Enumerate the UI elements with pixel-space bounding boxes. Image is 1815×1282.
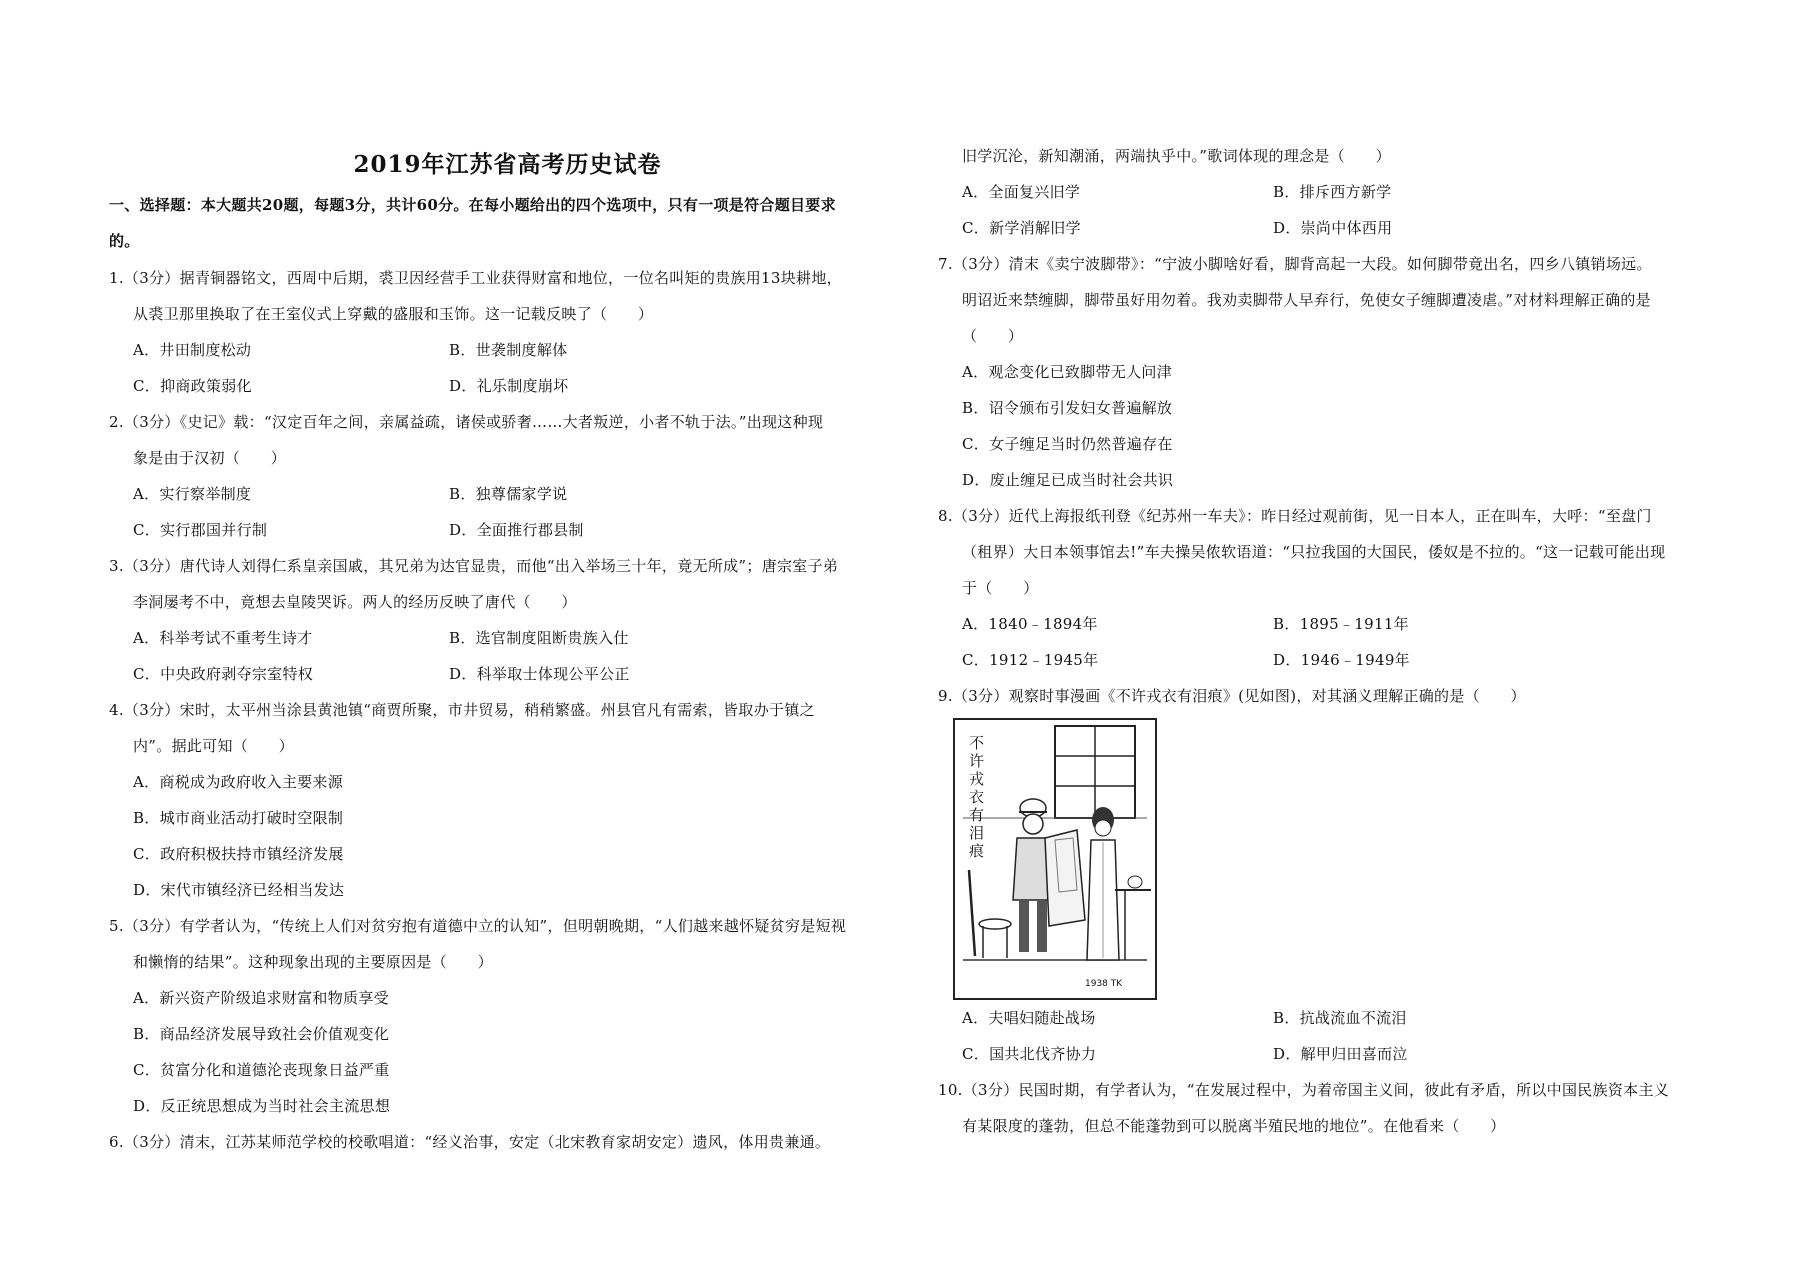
q6-option-d: D．崇尚中体西用 — [1273, 219, 1393, 237]
cartoon-caption-char: 泪 — [969, 824, 985, 842]
q8-option-c: C．1912﹣1945年 — [962, 651, 1099, 669]
cartoon-caption-char: 戎 — [969, 770, 985, 788]
q7-option-c: C．女子缠足当时仍然普遍存在 — [962, 435, 1173, 453]
cartoon-caption-char: 痕 — [969, 842, 985, 860]
q1-option-a: A．井田制度松动 — [133, 341, 252, 359]
q3-option-c: C．中央政府剥夺宗室特权 — [133, 665, 314, 683]
q8-option-b: B．1895﹣1911年 — [1273, 615, 1409, 633]
q5-option-a: A．新兴资产阶级追求财富和物质享受 — [133, 989, 389, 1007]
q9-option-c: C．国共北伐齐协力 — [962, 1045, 1097, 1063]
question-1: 1.（3分）据青铜器铭文，西周中后期，裘卫因经营手工业获得财富和地位，一位名叫矩的贵族用13块耕地， — [109, 269, 842, 287]
cartoon-illustration — [955, 720, 1155, 998]
q2-option-b: B．独尊儒家学说 — [449, 485, 568, 503]
q6-option-a: A．全面复兴旧学 — [962, 183, 1081, 201]
q2-option-a: A．实行察举制度 — [133, 485, 252, 503]
question-1-cont: 从裘卫那里换取了在王室仪式上穿戴的盛服和玉饰。这一记载反映了（ ） — [133, 305, 654, 323]
q5-option-b: B．商品经济发展导致社会价值观变化 — [133, 1025, 390, 1043]
q4-option-c: C．政府积极扶持市镇经济发展 — [133, 845, 344, 863]
question-8-cont-2: 于（ ） — [962, 579, 1039, 597]
cartoon-caption-char: 衣 — [969, 788, 985, 806]
question-3: 3.（3分）唐代诗人刘得仁系皇亲国戚，其兄弟为达官显贵，而他“出入举场三十年，竟无所成”；唐宗室子弟 — [109, 557, 839, 575]
page-title: 2019年江苏省高考历史试卷 — [353, 151, 662, 178]
question-8: 8.（3分）近代上海报纸刊登《纪苏州一车夫》：昨日经过观前街，见一日本人，正在叫车，大呼：“至盘门 — [938, 507, 1652, 525]
section-heading-cont: 的。 — [109, 232, 140, 250]
q5-option-c: C．贫富分化和道德沦丧现象日益严重 — [133, 1061, 390, 1079]
q9-option-d: D．解甲归田喜而泣 — [1273, 1045, 1408, 1063]
question-2: 2.（3分）《史记》载：“汉定百年之间，亲属益疏，诸侯或骄奢……大者叛逆，小者不轨于法。”出现这种现 — [109, 413, 824, 431]
section-heading: 一、选择题：本大题共20题，每题3分，共计60分。在每小题给出的四个选项中，只有一项是符合题目要求 — [109, 196, 836, 214]
q1-option-b: B．世袭制度解体 — [449, 341, 568, 359]
q3-option-b: B．选官制度阻断贵族入仕 — [449, 629, 629, 647]
q1-option-c: C．抑商政策弱化 — [133, 377, 252, 395]
question-7-cont: 明诏近来禁缠脚，脚带虽好用勿着。我劝卖脚带人早弃行，免使女子缠脚遭凌虐。”对材料理解正确的是 — [962, 291, 1651, 309]
question-7-cont-2: （ ） — [962, 327, 1024, 345]
question-7: 7.（3分）清末《卖宁波脚带》：“宁波小脚啥好看，脚背高起一大段。如何脚带竟出名，四乡八镇销场远。 — [938, 255, 1652, 273]
cartoon-caption-char: 不 — [969, 734, 985, 752]
q3-option-a: A．科举考试不重考生诗才 — [133, 629, 313, 647]
q4-option-d: D．宋代市镇经济已经相当发达 — [133, 881, 345, 899]
question-10-cont: 有某限度的蓬勃，但总不能蓬勃到可以脱离半殖民地的地位”。在他看来（ ） — [962, 1117, 1506, 1135]
question-5-cont: 和懒惰的结果”。这种现象出现的主要原因是（ ） — [133, 953, 493, 971]
q4-option-a: A．商税成为政府收入主要来源 — [133, 773, 344, 791]
question-4: 4.（3分）宋时，太平州当涂县黄池镇“商贾所聚，市井贸易，稍稍繁盛。州县官凡有需索，皆取办于镇之 — [109, 701, 815, 719]
question-10: 10.（3分）民国时期，有学者认为，“在发展过程中，为着帝国主义间，彼此有矛盾，所以中国民族资本主义 — [938, 1081, 1670, 1099]
q6-option-b: B．排斥西方新学 — [1273, 183, 1392, 201]
question-5: 5.（3分）有学者认为，“传统上人们对贫穷抱有道德中立的认知”，但明朝晚期，“人们越来越怀疑贫穷是短视 — [109, 917, 847, 935]
q9-option-a: A．夫唱妇随赴战场 — [962, 1009, 1096, 1027]
question-6-cont: 旧学沉沦，新知潮涌，两端执乎中。”歌词体现的理念是（ ） — [962, 147, 1391, 165]
question-4-cont: 内”。据此可知（ ） — [133, 737, 294, 755]
question-9: 9.（3分）观察时事漫画《不许戎衣有泪痕》(见如图)，对其涵义理解正确的是（ ） — [938, 687, 1526, 705]
question-3-cont: 李洞屡考不中，竟想去皇陵哭诉。两人的经历反映了唐代（ ） — [133, 593, 577, 611]
cartoon-caption-char: 许 — [969, 752, 985, 770]
cartoon-caption-char: 有 — [969, 806, 985, 824]
q2-option-d: D．全面推行郡县制 — [449, 521, 584, 539]
q5-option-d: D．反正统思想成为当时社会主流思想 — [133, 1097, 391, 1115]
q1-option-d: D．礼乐制度崩坏 — [449, 377, 569, 395]
q9-option-b: B．抗战流血不流泪 — [1273, 1009, 1407, 1027]
q2-option-c: C．实行郡国并行制 — [133, 521, 268, 539]
q6-option-c: C．新学消解旧学 — [962, 219, 1081, 237]
q8-option-d: D．1946﹣1949年 — [1273, 651, 1410, 669]
q8-option-a: A．1840﹣1894年 — [962, 615, 1098, 633]
question-2-cont: 象是由于汉初（ ） — [133, 449, 287, 467]
q7-option-a: A．观念变化已致脚带无人问津 — [962, 363, 1173, 381]
question-8-cont: （租界）大日本领事馆去!”车夫操吴侬软语道：“只拉我国的大国民，倭奴是不拉的。“这一记载可能出现 — [962, 543, 1666, 561]
q3-option-d: D．科举取士体现公平公正 — [449, 665, 630, 683]
q7-option-d: D．废止缠足已成当时社会共识 — [962, 471, 1174, 489]
q7-option-b: B．诏令颁布引发妇女普遍解放 — [962, 399, 1173, 417]
cartoon-image — [953, 718, 1157, 1000]
cartoon-signature: 1938 TK — [1085, 979, 1123, 989]
question-6: 6.（3分）清末，江苏某师范学校的校歌唱道：“经义治事，安定（北宋教育家胡安定）遗风，体用贵兼通。 — [109, 1133, 831, 1151]
q4-option-b: B．城市商业活动打破时空限制 — [133, 809, 344, 827]
